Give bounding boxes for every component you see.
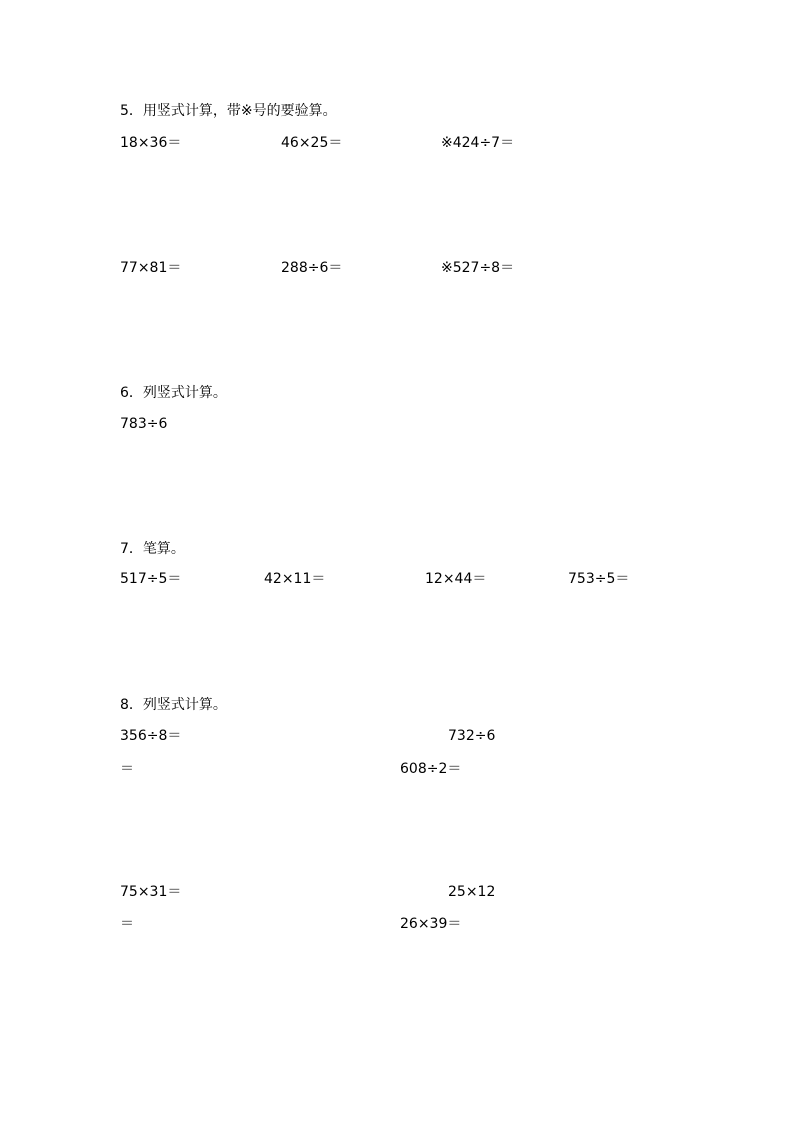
q8-problem-5: 25×12 (448, 884, 496, 900)
q5-problem-4: 77×81＝ (120, 260, 182, 276)
q8-problem-4: 75×31＝ (120, 884, 182, 900)
q8-problem-1: 356÷8＝ (120, 728, 182, 744)
q5-problem-1: 18×36＝ (120, 135, 182, 151)
question-6-title: 6．列竖式计算。 (120, 385, 227, 401)
q5-problem-3: ※424÷7＝ (441, 135, 515, 151)
q6-problem: 783÷6 (120, 416, 168, 432)
q7-problem-1: 517÷5＝ (120, 571, 182, 587)
question-7-title: 7．笔算。 (120, 541, 185, 557)
q5-problem-6: ※527÷8＝ (441, 260, 515, 276)
question-5-title: 5．用竖式计算，带※号的要验算。 (120, 103, 337, 119)
q8-equals-1: ＝ (120, 761, 134, 777)
q7-problem-2: 42×11＝ (264, 571, 326, 587)
question-8-title: 8．列竖式计算。 (120, 697, 227, 713)
q5-problem-2: 46×25＝ (281, 135, 343, 151)
q8-problem-2: 732÷6 (448, 728, 496, 744)
q5-problem-5: 288÷6＝ (281, 260, 343, 276)
q8-problem-3: 608÷2＝ (400, 761, 462, 777)
q7-problem-4: 753÷5＝ (568, 571, 630, 587)
q8-equals-2: ＝ (120, 916, 134, 932)
q7-problem-3: 12×44＝ (425, 571, 487, 587)
q8-problem-6: 26×39＝ (400, 916, 462, 932)
